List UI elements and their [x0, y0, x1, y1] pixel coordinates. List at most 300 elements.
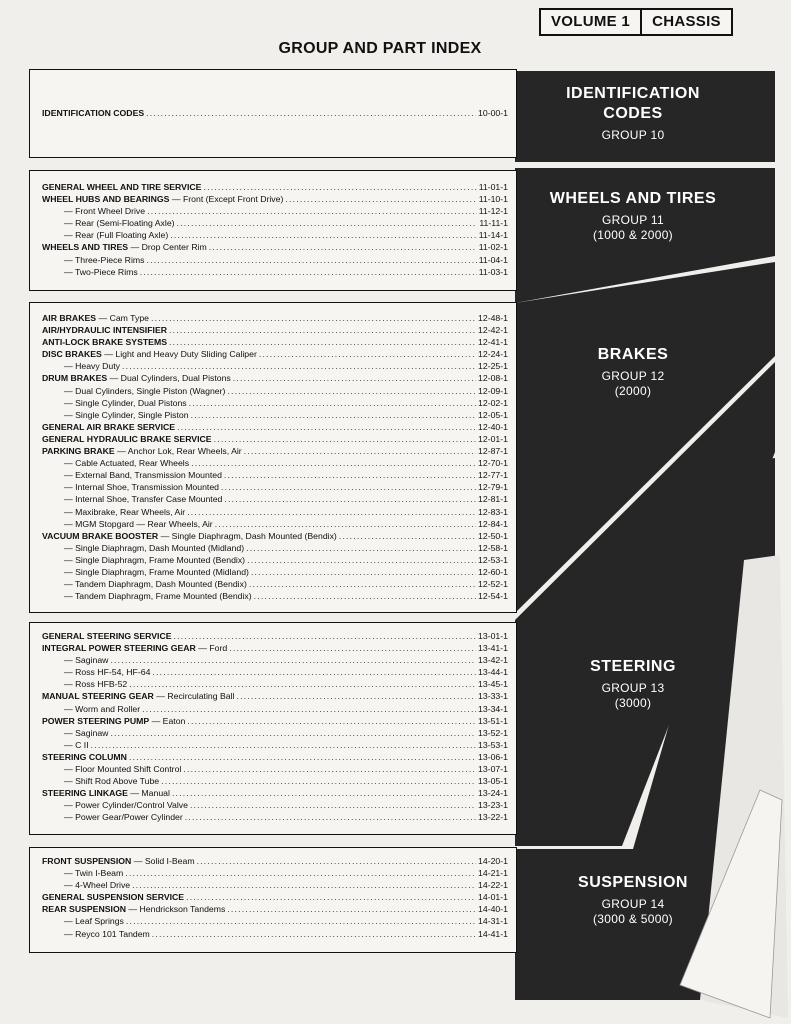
- group-name: CODES: [603, 105, 663, 122]
- entry-title: [42, 928, 150, 940]
- entry-subtitle: — External Band, Transmission Mounted: [64, 470, 222, 481]
- entry-title: [42, 678, 127, 690]
- entry-heading: FRONT SUSPENSION: [42, 856, 132, 866]
- dot-leader: [186, 891, 476, 903]
- entry-heading: DISC BRAKES: [42, 349, 102, 360]
- dot-leader: [190, 799, 476, 811]
- entry-subtitle: — Single Cylinder, Single Piston: [64, 409, 189, 420]
- entry-subtitle: — Single Cylinder, Dual Pistons: [64, 397, 187, 408]
- entry-page-number: 12-58-1: [478, 542, 508, 553]
- dot-leader: [227, 385, 476, 397]
- volume-badge: [539, 8, 733, 36]
- index-box-suspension: [29, 847, 517, 953]
- dot-leader: [224, 493, 476, 505]
- dot-leader: [339, 530, 476, 542]
- index-entry[interactable]: [42, 205, 508, 217]
- entry-subtitle: — Saginaw: [64, 655, 109, 666]
- index-entry[interactable]: [42, 630, 508, 642]
- entry-heading: GENERAL WHEEL AND TIRE SERVICE: [42, 182, 202, 192]
- entry-subtitle: — Single Diaphragm, Dash Mounted (Midland): [64, 542, 245, 553]
- entry-subtitle: — Floor Mounted Shift Control: [64, 764, 182, 775]
- dot-leader: [152, 666, 476, 678]
- entry-subtitle: — Tandem Diaphragm, Dash Mounted (Bendix): [64, 579, 247, 590]
- dot-leader: [244, 445, 476, 457]
- group-name: IDENTIFICATION: [566, 85, 700, 102]
- index-entry[interactable]: [42, 554, 508, 566]
- entry-page-number: 13-41-1: [478, 643, 508, 654]
- index-box-wheels: [29, 170, 517, 291]
- index-entry[interactable]: [42, 372, 508, 384]
- index-entry[interactable]: [42, 518, 508, 530]
- dot-leader: [187, 715, 476, 727]
- entry-subtitle: — Shift Rod Above Tube: [64, 776, 160, 787]
- entry-page-number: 11-11-1: [479, 218, 508, 229]
- entry-title: [42, 241, 207, 253]
- entry-title: [42, 181, 201, 193]
- entry-subtitle: — MGM Stopgard — Rear Wheels, Air: [64, 518, 213, 529]
- index-entry[interactable]: [42, 324, 508, 336]
- index-entry[interactable]: [42, 457, 508, 469]
- index-entry[interactable]: [42, 727, 508, 739]
- dot-leader: [221, 481, 476, 493]
- entry-page-number: 13-45-1: [478, 679, 508, 690]
- entry-title: [42, 421, 175, 433]
- entry-title: [42, 867, 123, 879]
- entry-heading: AIR BRAKES: [42, 313, 97, 323]
- dot-leader: [189, 397, 476, 409]
- index-entry[interactable]: [42, 266, 508, 278]
- dot-leader: [214, 433, 476, 445]
- index-entry[interactable]: [42, 493, 508, 505]
- dot-leader: [146, 254, 476, 266]
- entry-title: [42, 739, 89, 751]
- entry-page-number: 12-53-1: [478, 554, 508, 565]
- index-entry[interactable]: [42, 642, 508, 654]
- dot-leader: [152, 928, 476, 940]
- group-name: BRAKES: [597, 346, 669, 363]
- group-number: (1000 & 2000): [593, 228, 673, 242]
- entry-page-number: 13-51-1: [478, 715, 508, 726]
- index-entry[interactable]: [42, 421, 508, 433]
- index-entry[interactable]: [42, 193, 508, 205]
- entry-subtitle: — C II: [64, 739, 89, 750]
- entry-title: [42, 433, 212, 445]
- index-box-identification: [29, 69, 517, 158]
- entry-heading: INTEGRAL POWER STEERING GEAR: [42, 643, 196, 654]
- entry-heading: GENERAL AIR BRAKE SERVICE: [42, 421, 176, 432]
- entry-heading: WHEELS AND TIRES: [42, 242, 129, 253]
- group-number: (3000 & 5000): [593, 912, 673, 926]
- dot-leader: [185, 811, 476, 823]
- dot-leader: [224, 469, 476, 481]
- dot-leader: [161, 775, 476, 787]
- index-entry[interactable]: [42, 312, 508, 324]
- entry-subtitle: — Light and Heavy Duty Sliding Caliper: [101, 349, 257, 360]
- entry-page-number: 13-53-1: [478, 739, 508, 750]
- entry-title: [42, 217, 175, 229]
- index-entry[interactable]: [42, 891, 508, 903]
- index-box-brakes: [29, 302, 517, 613]
- dot-leader: [203, 181, 476, 193]
- dot-leader: [169, 324, 476, 336]
- entry-page-number: 14-22-1: [478, 880, 508, 891]
- entry-heading: GENERAL SUSPENSION SERVICE: [42, 892, 185, 903]
- index-entry[interactable]: [42, 703, 508, 715]
- entry-title: [42, 715, 185, 727]
- entry-subtitle: — Internal Shoe, Transmission Mounted: [64, 482, 220, 493]
- entry-subtitle: — Eaton: [149, 715, 186, 726]
- entry-page-number: 11-12-1: [478, 206, 508, 217]
- entry-page-number: 14-31-1: [478, 916, 508, 927]
- index-entry[interactable]: [42, 799, 508, 811]
- index-entry[interactable]: [42, 360, 508, 372]
- entry-page-number: 12-83-1: [478, 506, 508, 517]
- entry-subtitle: — Two-Piece Rims: [64, 266, 138, 277]
- entry-title: [42, 666, 150, 678]
- entry-title: [42, 205, 145, 217]
- entry-page-number: 14-21-1: [478, 868, 508, 879]
- group-label-steering[interactable]: [513, 657, 753, 711]
- entry-page-number: 11-02-1: [478, 242, 508, 253]
- entry-title: [42, 360, 120, 372]
- entry-subtitle: — Cable Actuated, Rear Wheels: [64, 458, 190, 469]
- entry-page-number: 12-05-1: [478, 409, 508, 420]
- entry-page-number: 12-40-1: [478, 421, 508, 432]
- entry-title: [42, 811, 183, 823]
- entry-heading: STEERING LINKAGE: [42, 788, 128, 799]
- entry-list: [42, 630, 508, 824]
- entry-heading: PARKING BRAKE: [42, 446, 115, 457]
- entry-title: [42, 855, 195, 867]
- entry-subtitle: — Twin I-Beam: [64, 868, 124, 879]
- dot-leader: [110, 654, 476, 666]
- dot-leader: [91, 739, 476, 751]
- entry-title: [42, 312, 149, 324]
- entry-page-number: 12-08-1: [478, 373, 508, 384]
- entry-heading: WHEEL HUBS AND BEARINGS: [42, 194, 170, 205]
- dot-leader: [142, 703, 476, 715]
- entry-title: [42, 385, 225, 397]
- group-number: (3000): [614, 696, 652, 710]
- entry-page-number: 13-33-1: [478, 691, 508, 702]
- entry-title: [42, 493, 222, 505]
- dot-leader: [126, 915, 476, 927]
- dot-leader: [285, 193, 476, 205]
- entry-subtitle: — Recirculating Ball: [153, 691, 235, 702]
- dot-leader: [236, 690, 476, 702]
- index-entry[interactable]: [42, 241, 508, 253]
- entry-page-number: 13-44-1: [478, 667, 508, 678]
- entry-title: [42, 229, 168, 241]
- entry-page-number: 12-41-1: [478, 337, 508, 348]
- dot-leader: [247, 554, 476, 566]
- entry-subtitle: — Ross HFB-52: [64, 679, 128, 690]
- group-label-suspension[interactable]: [513, 873, 753, 927]
- index-entry[interactable]: [42, 578, 508, 590]
- dot-leader: [251, 566, 476, 578]
- entry-subtitle: — Manual: [127, 788, 170, 799]
- group-name: SUSPENSION: [578, 874, 688, 891]
- index-entry[interactable]: [42, 666, 508, 678]
- index-entry[interactable]: [42, 229, 508, 241]
- dot-leader: [259, 348, 476, 360]
- entry-title: [42, 654, 108, 666]
- entry-subtitle: — Tandem Diaphragm, Frame Mounted (Bendix): [64, 591, 252, 602]
- entry-subtitle: — Single Diaphragm, Dash Mounted (Bendix): [158, 530, 337, 541]
- entry-subtitle: — Solid I-Beam: [131, 856, 195, 866]
- entry-title: [42, 469, 222, 481]
- dot-leader: [191, 457, 476, 469]
- entry-title: [42, 630, 172, 642]
- entry-page-number: 12-52-1: [478, 579, 508, 590]
- entry-title: [42, 799, 188, 811]
- index-entry[interactable]: [42, 879, 508, 891]
- index-entry[interactable]: [42, 654, 508, 666]
- entry-title: [42, 703, 140, 715]
- entry-page-number: 14-41-1: [478, 928, 508, 939]
- entry-page-number: 13-01-1: [478, 631, 508, 641]
- entry-subtitle: — Power Gear/Power Cylinder: [64, 812, 183, 823]
- entry-subtitle: — Cam Type: [96, 313, 150, 323]
- dot-leader: [129, 751, 476, 763]
- group-number: GROUP 12: [601, 369, 665, 383]
- group-number: GROUP 14: [601, 897, 665, 911]
- entry-page-number: 13-24-1: [478, 788, 508, 799]
- entry-title: [42, 915, 124, 927]
- dot-leader: [254, 590, 476, 602]
- section-label: CHASSIS: [640, 10, 731, 34]
- entry-page-number: 13-22-1: [478, 812, 508, 823]
- entry-title: [42, 266, 138, 278]
- index-entry[interactable]: [42, 107, 508, 119]
- entry-page-number: 14-20-1: [478, 856, 508, 866]
- group-label-identification[interactable]: [513, 84, 753, 143]
- dot-leader: [132, 879, 476, 891]
- entry-subtitle: — Rear (Full Floating Axle): [64, 230, 169, 241]
- dot-leader: [169, 336, 476, 348]
- dot-leader: [191, 409, 476, 421]
- index-entry[interactable]: [42, 928, 508, 940]
- entry-title: [42, 336, 167, 348]
- dot-leader: [140, 266, 477, 278]
- group-number: (2000): [614, 384, 652, 398]
- index-entry[interactable]: [42, 433, 508, 445]
- index-entry[interactable]: [42, 775, 508, 787]
- entry-heading: VACUUM BRAKE BOOSTER: [42, 530, 159, 541]
- entry-title: [42, 107, 144, 119]
- entry-heading: AIR/HYDRAULIC INTENSIFIER: [42, 325, 168, 336]
- index-entry[interactable]: [42, 506, 508, 518]
- entry-subtitle: — Drop Center Rim: [128, 242, 207, 253]
- entry-title: [42, 409, 189, 421]
- entry-title: [42, 518, 213, 530]
- dot-leader: [177, 217, 478, 229]
- dot-leader: [233, 372, 476, 384]
- entry-page-number: 12-42-1: [478, 325, 508, 336]
- entry-subtitle: — Internal Shoe, Transfer Case Mounted: [64, 494, 223, 505]
- index-entry[interactable]: [42, 690, 508, 702]
- entry-title: [42, 554, 245, 566]
- group-label-brakes[interactable]: [513, 345, 753, 399]
- entry-page-number: 11-04-1: [478, 254, 508, 265]
- dot-leader: [129, 678, 476, 690]
- entry-list: [42, 312, 508, 602]
- entry-title: [42, 763, 181, 775]
- dot-leader: [174, 630, 477, 642]
- entry-subtitle: — 4-Wheel Drive: [64, 880, 131, 891]
- group-number: GROUP 10: [601, 128, 665, 142]
- entry-list: [42, 181, 508, 278]
- dot-leader: [249, 578, 476, 590]
- entry-page-number: 12-50-1: [478, 530, 508, 541]
- index-entry[interactable]: [42, 751, 508, 763]
- entry-subtitle: — Three-Piece Rims: [64, 254, 145, 265]
- dot-leader: [146, 107, 476, 119]
- index-entry[interactable]: [42, 855, 508, 867]
- index-entry[interactable]: [42, 254, 508, 266]
- dot-leader: [187, 506, 476, 518]
- entry-title: [42, 751, 127, 763]
- entry-page-number: 12-60-1: [478, 566, 508, 577]
- entry-page-number: 13-34-1: [478, 703, 508, 714]
- entry-subtitle: — Dual Cylinders, Dual Pistons: [107, 373, 231, 384]
- entry-list: [42, 855, 508, 940]
- entry-page-number: 12-25-1: [478, 361, 508, 372]
- entry-heading: MANUAL STEERING GEAR: [42, 691, 154, 702]
- entry-page-number: 11-14-1: [478, 230, 508, 241]
- index-entry[interactable]: [42, 590, 508, 602]
- index-entry[interactable]: [42, 469, 508, 481]
- entry-page-number: 14-40-1: [478, 904, 508, 915]
- index-entry[interactable]: [42, 397, 508, 409]
- entry-page-number: 13-42-1: [478, 655, 508, 666]
- entry-subtitle: — Reyco 101 Tandem: [64, 928, 150, 939]
- index-entry[interactable]: [42, 445, 508, 457]
- dot-leader: [172, 787, 476, 799]
- entry-page-number: 12-84-1: [478, 518, 508, 529]
- entry-page-number: 12-81-1: [478, 494, 508, 505]
- dot-leader: [246, 542, 476, 554]
- entry-title: [42, 506, 185, 518]
- entry-title: [42, 775, 159, 787]
- entry-heading: GENERAL HYDRAULIC BRAKE SERVICE: [42, 433, 212, 444]
- entry-page-number: 12-24-1: [478, 349, 508, 360]
- index-entry[interactable]: [42, 336, 508, 348]
- entry-page-number: 11-03-1: [478, 266, 508, 277]
- dot-leader: [209, 241, 477, 253]
- entry-page-number: 13-05-1: [478, 776, 508, 787]
- entry-page-number: 12-01-1: [478, 433, 508, 444]
- index-entry[interactable]: [42, 715, 508, 727]
- entry-title: [42, 590, 252, 602]
- entry-page-number: 12-54-1: [478, 591, 508, 602]
- entry-subtitle: — Hendrickson Tandems: [126, 904, 226, 915]
- index-entry[interactable]: [42, 385, 508, 397]
- entry-page-number: 12-09-1: [478, 385, 508, 396]
- entry-title: [42, 578, 247, 590]
- volume-label: VOLUME 1: [551, 13, 631, 30]
- dot-leader: [183, 763, 476, 775]
- entry-page-number: 12-77-1: [478, 470, 508, 481]
- group-label-wheels[interactable]: [513, 189, 753, 243]
- entry-title: [42, 193, 283, 205]
- entry-list: [42, 107, 508, 119]
- entry-subtitle: — Worm and Roller: [64, 703, 141, 714]
- entry-title: [42, 530, 337, 542]
- entry-page-number: 12-70-1: [478, 458, 508, 469]
- entry-title: [42, 324, 167, 336]
- entry-title: [42, 891, 184, 903]
- entry-subtitle: — Leaf Springs: [64, 916, 124, 927]
- dot-leader: [215, 518, 476, 530]
- entry-title: [42, 481, 219, 493]
- entry-title: [42, 566, 249, 578]
- index-entry[interactable]: [42, 348, 508, 360]
- index-entry[interactable]: [42, 678, 508, 690]
- index-entry[interactable]: [42, 481, 508, 493]
- group-number: GROUP 13: [601, 681, 665, 695]
- entry-subtitle: — Maxibrake, Rear Wheels, Air: [64, 506, 186, 517]
- index-entry[interactable]: [42, 739, 508, 751]
- group-name: STEERING: [590, 658, 676, 675]
- entry-subtitle: — Dual Cylinders, Single Piston (Wagner): [64, 385, 226, 396]
- entry-page-number: 13-06-1: [478, 751, 508, 762]
- dot-leader: [147, 205, 477, 217]
- page-title: GROUP AND PART INDEX: [278, 40, 482, 57]
- index-entry[interactable]: [42, 217, 508, 229]
- entry-page-number: 12-79-1: [478, 482, 508, 493]
- index-entry[interactable]: [42, 181, 508, 193]
- entry-page-number: 13-52-1: [478, 727, 508, 738]
- entry-heading: STEERING COLUMN: [42, 751, 127, 762]
- entry-title: [42, 727, 108, 739]
- dot-leader: [170, 229, 476, 241]
- entry-title: [42, 348, 257, 360]
- index-entry[interactable]: [42, 530, 508, 542]
- entry-title: [42, 642, 227, 654]
- index-entry[interactable]: [42, 763, 508, 775]
- index-entry[interactable]: [42, 867, 508, 879]
- index-entry[interactable]: [42, 811, 508, 823]
- entry-title: [42, 903, 225, 915]
- index-box-steering: [29, 622, 517, 835]
- entry-page-number: 10-00-1: [478, 108, 508, 118]
- index-entry[interactable]: [42, 903, 508, 915]
- entry-title: [42, 690, 234, 702]
- entry-subtitle: — Single Diaphragm, Frame Mounted (Midland): [64, 566, 249, 577]
- entry-title: [42, 787, 170, 799]
- entry-subtitle: — Ross HF-54, HF-64: [64, 667, 151, 678]
- entry-page-number: 12-48-1: [478, 313, 508, 323]
- entry-page-number: 14-01-1: [478, 892, 508, 903]
- index-entry[interactable]: [42, 542, 508, 554]
- entry-subtitle: — Rear (Semi-Floating Axle): [64, 218, 175, 229]
- dot-leader: [197, 855, 476, 867]
- entry-subtitle: — Saginaw: [64, 727, 109, 738]
- entry-page-number: 12-87-1: [478, 446, 508, 457]
- index-entry[interactable]: [42, 787, 508, 799]
- entry-heading: IDENTIFICATION CODES: [42, 108, 145, 118]
- index-entry[interactable]: [42, 915, 508, 927]
- index-entry[interactable]: [42, 566, 508, 578]
- entry-title: [42, 542, 244, 554]
- index-entry[interactable]: [42, 409, 508, 421]
- entry-title: [42, 254, 144, 266]
- group-number: GROUP 11: [602, 213, 664, 227]
- entry-page-number: 12-02-1: [478, 397, 508, 408]
- dot-leader: [110, 727, 476, 739]
- dot-leader: [229, 642, 476, 654]
